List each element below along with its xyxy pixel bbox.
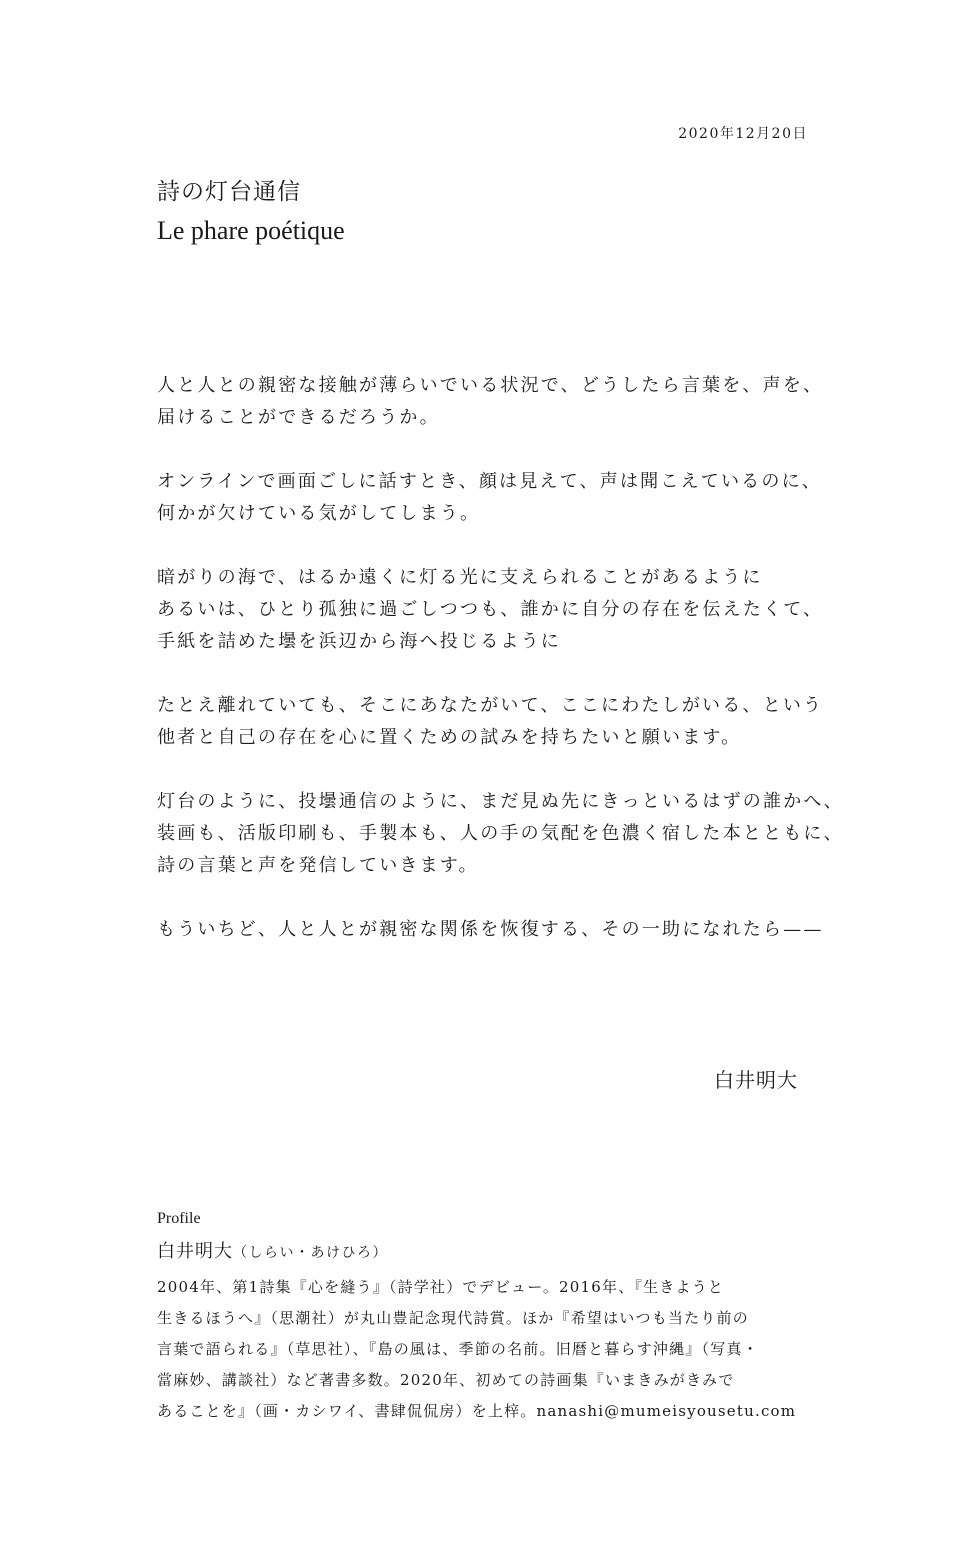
stanza (157, 786, 844, 882)
stanza (157, 466, 837, 530)
poem-line: 何かが欠けている気がしてしまう。 (157, 503, 481, 524)
profile-name: 白井明大 (157, 1241, 233, 1262)
poem-line: 人と人との親密な接触が薄らいでいる状況で、どうしたら言葉を、声を、 (157, 375, 824, 396)
poem-body (157, 370, 844, 978)
poem-line: 届けることができるだろうか。 (157, 407, 440, 428)
poem-line: 装画も、活版印刷も、手製本も、人の手の気配を色濃く宿した本とともに、 (157, 823, 844, 844)
title-french: Le phare poétique (157, 216, 345, 245)
title-japanese: 詩の灯台通信 (157, 179, 301, 205)
poem-line: 手紙を詰めた壜を浜辺から海へ投じるように (157, 631, 561, 652)
profile-line: あることを』（画・カシワイ、書肆侃侃房）を上梓。nanashi@mumeisyousetu.com (157, 1402, 797, 1420)
poem-line: 詩の言葉と声を発信していきます。 (157, 855, 479, 876)
stanza (157, 914, 837, 946)
poem-line: オンラインで画面ごしに話すとき、顔は見えて、声は聞こえているのに、 (157, 471, 822, 492)
profile-line: 2004年、第1詩集『心を縫う』（詩学社）でデビュー。2016年、『生きようと (157, 1278, 725, 1296)
profile-heading: Profile (157, 1210, 201, 1227)
profile-line: 生きるほうへ』（思潮社）が丸山豊記念現代詩賞。ほか『希望はいつも当たり前の (157, 1309, 749, 1327)
author-signature: 白井明大 (714, 1068, 798, 1092)
poem-line: たとえ離れていても、そこにあなたがいて、ここにわたしがいる、という (157, 695, 824, 716)
poem-line: 灯台のように、投壜通信のように、まだ見ぬ先にきっといるはずの誰かへ、 (157, 791, 844, 812)
poem-line: 暗がりの海で、はるか遠くに灯る光に支えられることがあるように (157, 567, 763, 588)
poem-line: あるいは、ひとり孤独に過ごしつつも、誰かに自分の存在を伝えたくて、 (157, 599, 824, 620)
profile-name-row (157, 1239, 817, 1266)
poem-line: 他者と自己の存在を心に置くための試みを持ちたいと願います。 (157, 727, 742, 748)
profile-section (157, 1207, 817, 1427)
profile-line: 言葉で語られる』（草思社）、『島の風は、季節の名前。旧暦と暮らす沖縄』（写真・ (157, 1340, 759, 1358)
profile-name-reading: （しらい・あけひろ） (233, 1245, 388, 1261)
stanza (157, 562, 837, 658)
stanza (157, 690, 837, 754)
stanza (157, 370, 837, 434)
profile-line: 當麻妙、講談社）など著書多数。2020年、初めての詩画集『いまきみがきみで (157, 1371, 735, 1389)
poem-line: もういちど、人と人とが親密な関係を恢復する、その一助になれたら—— (157, 919, 824, 940)
date: 2020年12月20日 (678, 126, 808, 142)
